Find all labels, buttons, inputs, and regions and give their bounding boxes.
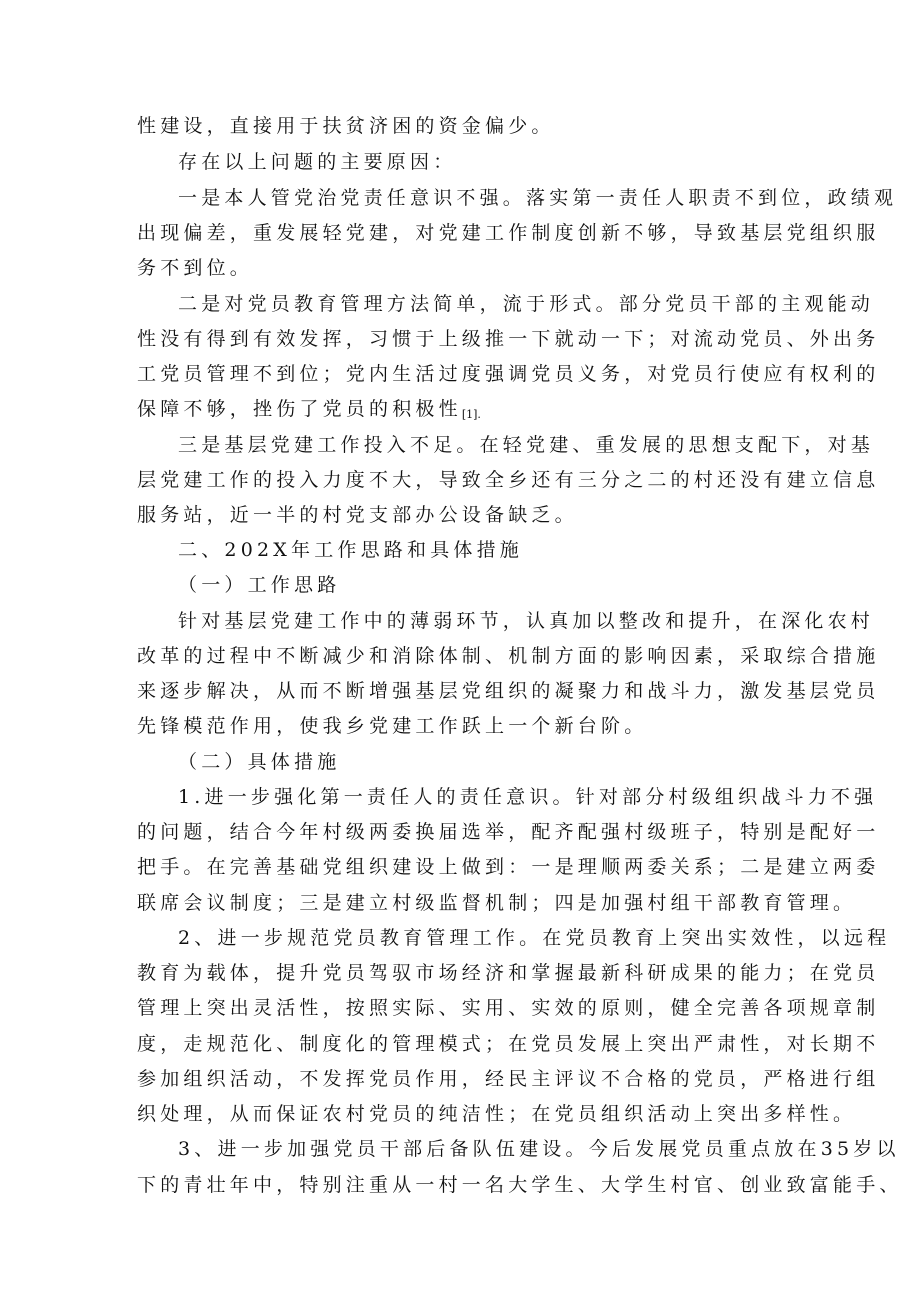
paragraph-line: 管理上突出灵活性，按照实际、实用、实效的原则，健全完善各项规章制 (137, 997, 880, 1019)
paragraph-line: 的问题，结合今年村级两委换届选举，配齐配强村级班子，特别是配好一 (137, 821, 880, 843)
paragraph-line: 性没有得到有效发挥，习惯于上级推一下就动一下；对流动党员、外出务 (137, 328, 880, 350)
paragraph-line: 把手。在完善基础党组织建设上做到：一是理顺两委关系；二是建立两委 (137, 856, 880, 878)
footnote-mark: [1]. (461, 408, 481, 421)
paragraph-line: 联席会议制度；三是建立村级监督机制；四是加强村组干部教育管理。 (137, 892, 857, 914)
subsection-heading: （二）具体措施 (178, 751, 341, 773)
paragraph-line: 二是对党员教育管理方法简单，流于形式。部分党员干部的主观能动 (178, 293, 875, 315)
paragraph-line: 改革的过程中不断减少和消除体制、机制方面的影响因素，采取综合措施 (137, 645, 880, 667)
paragraph-line: 出现偏差，重发展轻党建，对党建工作制度创新不够，导致基层党组织服 (137, 222, 880, 244)
paragraph-line: 性建设，直接用于扶贫济困的资金偏少。 (137, 115, 555, 137)
paragraph-line: 教育为载体，提升党员驾驭市场经济和掌握最新科研成果的能力；在党员 (137, 962, 880, 984)
subsection-heading: （一）工作思路 (178, 574, 341, 596)
paragraph-line: 务不到位。 (137, 257, 254, 279)
paragraph-line: 三是基层党建工作投入不足。在轻党建、重发展的思想支配下，对基 (178, 434, 875, 456)
paragraph-line: 度，走规范化、制度化的管理模式；在党员发展上突出严肃性，对长期不 (137, 1033, 880, 1055)
paragraph-line: 层党建工作的投入力度不大，导致全乡还有三分之二的村还没有建立信息 (137, 469, 880, 491)
paragraph-line: 一是本人管党治党责任意识不强。落实第一责任人职责不到位，政绩观 (178, 187, 898, 209)
paragraph-line (137, 397, 481, 427)
paragraph-line: 织处理，从而保证农村党员的纯洁性；在党员组织活动上突出多样性。 (137, 1103, 857, 1125)
line-text: 保障不够，挫伤了党员的积极性 (137, 398, 462, 420)
paragraph-line: 1.进一步强化第一责任人的责任意识。针对部分村级组织战斗力不强 (178, 786, 878, 808)
paragraph-line: 工党员管理不到位；党内生活过度强调党员义务，对党员行使应有权利的 (137, 363, 880, 385)
paragraph-line: 先锋模范作用，使我乡党建工作跃上一个新台阶。 (137, 715, 648, 737)
paragraph-line: 参加组织活动，不发挥党员作用，经民主评议不合格的党员，严格进行组 (137, 1068, 880, 1090)
paragraph-line: 存在以上问题的主要原因： (178, 151, 457, 173)
section-heading: 二、202X年工作思路和具体措施 (178, 539, 523, 561)
paragraph-line: 针对基层党建工作中的薄弱环节，认真加以整改和提升，在深化农村 (178, 610, 875, 632)
paragraph-line: 来逐步解决，从而不断增强基层党组织的凝聚力和战斗力，激发基层党员 (137, 680, 880, 702)
paragraph-line: 2、进一步规范党员教育管理工作。在党员教育上突出实效性，以远程 (178, 927, 891, 949)
paragraph-line: 服务站，近一半的村党支部办公设备缺乏。 (137, 504, 578, 526)
paragraph-line: 3、进一步加强党员干部后备队伍建设。今后发展党员重点放在35岁以 (178, 1138, 900, 1160)
paragraph-line: 下的青壮年中，特别注重从一村一名大学生、大学生村官、创业致富能手、 (137, 1174, 903, 1196)
